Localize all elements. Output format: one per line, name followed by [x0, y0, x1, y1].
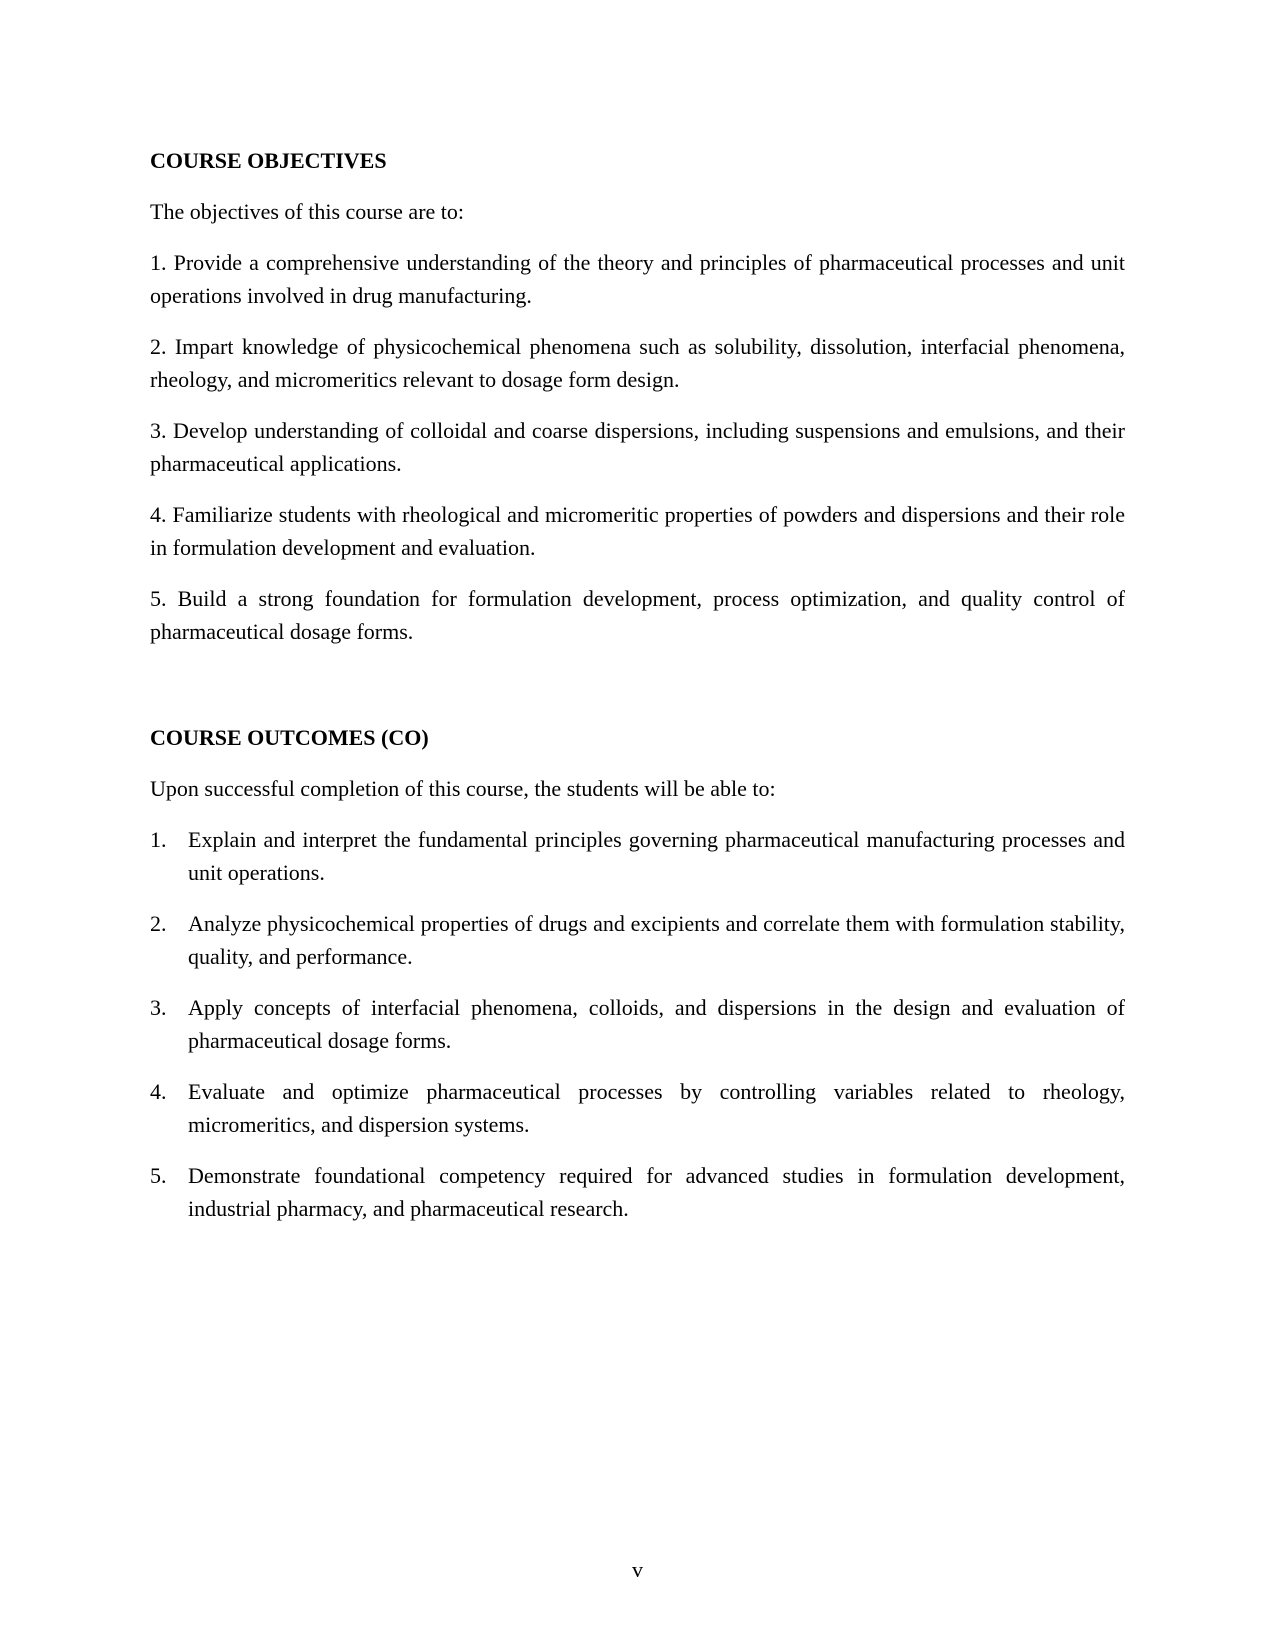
- objective-item-2: 2. Impart knowledge of physicochemical phenomena such as solubility, dissolution, interfacial phenomena, rheology, and micromeritics relevant to dosage form design.: [150, 334, 1125, 392]
- outcome-number: 4.: [150, 1079, 167, 1104]
- outcome-item-4: [150, 1075, 1125, 1141]
- objective-item-1: 1. Provide a comprehensive understanding of the theory and principles of pharmaceutical processes and unit operations involved in drug manufacturing.: [150, 250, 1125, 308]
- objective-item-3: 3. Develop understanding of colloidal and coarse dispersions, including suspensions and emulsions, and their pharmaceutical applications.: [150, 418, 1125, 476]
- outcome-number: 3.: [150, 995, 167, 1020]
- outcome-number: 5.: [150, 1163, 167, 1188]
- outcome-item-2: [150, 907, 1125, 973]
- course-outcomes-heading: COURSE OUTCOMES (CO): [150, 725, 429, 750]
- page-content: [150, 145, 1125, 1243]
- outcome-text: Explain and interpret the fundamental principles governing pharmaceutical manufacturing processes and unit operations.: [188, 827, 1125, 885]
- course-outcomes-intro: Upon successful completion of this course, the students will be able to:: [150, 776, 776, 801]
- outcome-text: Apply concepts of interfacial phenomena, colloids, and dispersions in the design and evaluation of pharmaceutical dosage forms.: [188, 995, 1125, 1053]
- page-number: v: [632, 1557, 643, 1582]
- outcome-item-3: [150, 991, 1125, 1057]
- course-objectives-heading: COURSE OBJECTIVES: [150, 148, 387, 173]
- outcome-item-1: [150, 823, 1125, 889]
- course-objectives-intro: The objectives of this course are to:: [150, 199, 465, 224]
- course-objectives-section: [150, 145, 1125, 648]
- outcome-number: 2.: [150, 911, 167, 936]
- outcome-text: Analyze physicochemical properties of drugs and excipients and correlate them with formulation stability, quality, and performance.: [188, 911, 1125, 969]
- objectives-list: [150, 246, 1125, 648]
- outcomes-list: [150, 823, 1125, 1225]
- outcome-text: Demonstrate foundational competency required for advanced studies in formulation development, industrial pharmacy, and pharmaceutical research.: [188, 1163, 1125, 1221]
- outcome-number: 1.: [150, 827, 167, 852]
- course-outcomes-section: [150, 722, 1125, 1225]
- outcome-text: Evaluate and optimize pharmaceutical processes by controlling variables related to rheology, micromeritics, and dispersion systems.: [188, 1079, 1125, 1137]
- objective-item-5: 5. Build a strong foundation for formulation development, process optimization, and quality control of pharmaceutical dosage forms.: [150, 586, 1125, 644]
- outcome-item-5: [150, 1159, 1125, 1225]
- objective-item-4: 4. Familiarize students with rheological and micromeritic properties of powders and dispersions and their role in formulation development and evaluation.: [150, 502, 1125, 560]
